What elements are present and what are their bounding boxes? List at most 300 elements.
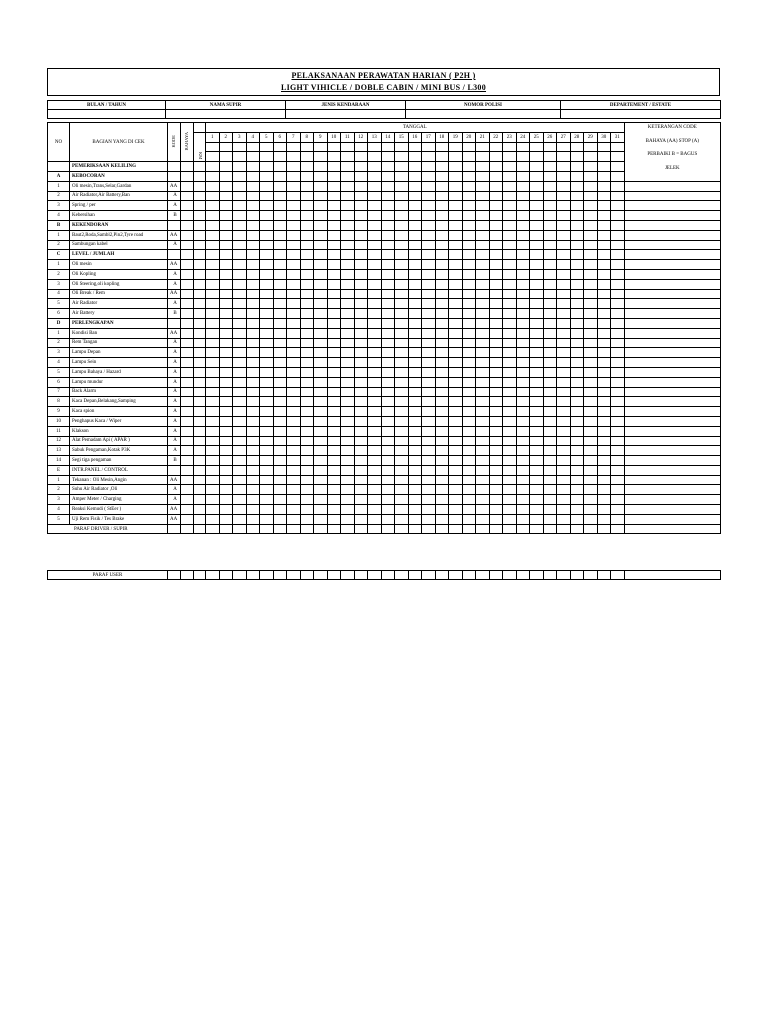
check-cell[interactable] — [246, 407, 260, 417]
check-cell[interactable] — [570, 465, 584, 475]
check-cell[interactable] — [530, 269, 544, 279]
check-cell[interactable] — [314, 328, 328, 338]
check-cell[interactable] — [435, 475, 449, 485]
check-cell[interactable] — [300, 279, 314, 289]
check-cell[interactable] — [408, 485, 422, 495]
check-cell[interactable] — [462, 250, 476, 260]
check-cell[interactable] — [233, 260, 247, 270]
check-cell[interactable] — [435, 465, 449, 475]
check-cell[interactable] — [435, 348, 449, 358]
check-cell[interactable] — [341, 436, 355, 446]
check-cell[interactable] — [368, 299, 382, 309]
check-cell[interactable] — [557, 171, 571, 181]
check-cell[interactable] — [422, 220, 436, 230]
day-cell[interactable] — [327, 142, 341, 152]
check-cell[interactable] — [408, 220, 422, 230]
day-cell[interactable] — [219, 142, 233, 152]
check-cell[interactable] — [381, 377, 395, 387]
check-cell[interactable] — [516, 260, 530, 270]
check-cell[interactable] — [530, 465, 544, 475]
check-cell[interactable] — [300, 358, 314, 368]
check-cell[interactable] — [503, 416, 517, 426]
check-cell[interactable] — [206, 191, 220, 201]
check-cell[interactable] — [314, 230, 328, 240]
check-cell[interactable] — [395, 475, 409, 485]
check-cell[interactable] — [354, 250, 368, 260]
day-cell[interactable] — [462, 142, 476, 152]
check-cell[interactable] — [543, 279, 557, 289]
check-cell[interactable] — [611, 260, 625, 270]
check-cell[interactable] — [395, 318, 409, 328]
check-cell[interactable] — [408, 348, 422, 358]
check-cell[interactable] — [503, 299, 517, 309]
check-cell[interactable] — [462, 181, 476, 191]
check-cell[interactable] — [597, 240, 611, 250]
check-cell[interactable] — [570, 397, 584, 407]
check-cell[interactable] — [422, 505, 436, 515]
check-cell[interactable] — [395, 201, 409, 211]
check-cell[interactable] — [287, 289, 301, 299]
check-cell[interactable] — [462, 328, 476, 338]
check-cell[interactable] — [368, 446, 382, 456]
check-cell[interactable] — [219, 260, 233, 270]
row-km-cell[interactable] — [194, 279, 206, 289]
check-cell[interactable] — [354, 328, 368, 338]
check-cell[interactable] — [368, 260, 382, 270]
row-km-cell[interactable] — [194, 436, 206, 446]
check-cell[interactable] — [395, 162, 409, 172]
check-cell[interactable] — [597, 211, 611, 221]
day-cell[interactable] — [354, 152, 368, 162]
check-cell[interactable] — [408, 279, 422, 289]
check-cell[interactable] — [219, 318, 233, 328]
check-cell[interactable] — [354, 309, 368, 319]
check-cell[interactable] — [233, 220, 247, 230]
check-cell[interactable] — [611, 250, 625, 260]
paraf-user-cell[interactable] — [584, 571, 598, 580]
check-cell[interactable] — [516, 358, 530, 368]
check-cell[interactable] — [570, 201, 584, 211]
check-cell[interactable] — [327, 495, 341, 505]
row-km-cell[interactable] — [194, 201, 206, 211]
paraf-user-cell[interactable] — [395, 571, 409, 580]
paraf-driver-cell[interactable] — [503, 524, 517, 534]
check-cell[interactable] — [570, 250, 584, 260]
check-cell[interactable] — [260, 475, 274, 485]
check-cell[interactable] — [206, 358, 220, 368]
check-cell[interactable] — [584, 260, 598, 270]
check-cell[interactable] — [503, 279, 517, 289]
paraf-user-cell[interactable] — [435, 571, 449, 580]
paraf-user-cell[interactable] — [354, 571, 368, 580]
check-cell[interactable] — [314, 495, 328, 505]
check-cell[interactable] — [570, 416, 584, 426]
check-cell[interactable] — [246, 162, 260, 172]
check-cell[interactable] — [516, 377, 530, 387]
check-cell[interactable] — [584, 475, 598, 485]
check-cell[interactable] — [341, 514, 355, 524]
check-cell[interactable] — [354, 220, 368, 230]
day-cell[interactable] — [557, 152, 571, 162]
check-cell[interactable] — [314, 387, 328, 397]
check-cell[interactable] — [597, 426, 611, 436]
check-cell[interactable] — [543, 358, 557, 368]
check-cell[interactable] — [368, 358, 382, 368]
row-remark-cell[interactable] — [624, 505, 721, 515]
day-cell[interactable] — [368, 152, 382, 162]
paraf-driver-cell[interactable] — [368, 524, 382, 534]
check-cell[interactable] — [219, 367, 233, 377]
check-cell[interactable] — [246, 240, 260, 250]
check-cell[interactable] — [449, 485, 463, 495]
check-cell[interactable] — [341, 407, 355, 417]
check-cell[interactable] — [489, 514, 503, 524]
check-cell[interactable] — [584, 436, 598, 446]
check-cell[interactable] — [381, 318, 395, 328]
check-cell[interactable] — [341, 181, 355, 191]
check-cell[interactable] — [219, 456, 233, 466]
check-cell[interactable] — [462, 279, 476, 289]
check-cell[interactable] — [503, 456, 517, 466]
check-cell[interactable] — [503, 240, 517, 250]
check-cell[interactable] — [422, 348, 436, 358]
check-cell[interactable] — [219, 348, 233, 358]
paraf-driver-cell[interactable] — [597, 524, 611, 534]
check-cell[interactable] — [368, 436, 382, 446]
check-cell[interactable] — [287, 475, 301, 485]
check-cell[interactable] — [516, 465, 530, 475]
check-cell[interactable] — [206, 211, 220, 221]
check-cell[interactable] — [530, 318, 544, 328]
check-cell[interactable] — [246, 230, 260, 240]
check-cell[interactable] — [314, 162, 328, 172]
check-cell[interactable] — [381, 240, 395, 250]
check-cell[interactable] — [449, 211, 463, 221]
check-cell[interactable] — [516, 367, 530, 377]
check-cell[interactable] — [381, 220, 395, 230]
check-cell[interactable] — [273, 289, 287, 299]
check-cell[interactable] — [530, 436, 544, 446]
check-cell[interactable] — [557, 407, 571, 417]
check-cell[interactable] — [260, 171, 274, 181]
check-cell[interactable] — [462, 171, 476, 181]
check-cell[interactable] — [516, 299, 530, 309]
check-cell[interactable] — [408, 269, 422, 279]
check-cell[interactable] — [476, 220, 490, 230]
day-cell[interactable] — [327, 152, 341, 162]
day-cell[interactable] — [314, 152, 328, 162]
check-cell[interactable] — [422, 269, 436, 279]
paraf-user-cell[interactable] — [611, 571, 625, 580]
row-km-cell[interactable] — [194, 230, 206, 240]
check-cell[interactable] — [597, 201, 611, 211]
day-cell[interactable] — [395, 152, 409, 162]
check-cell[interactable] — [300, 397, 314, 407]
check-cell[interactable] — [503, 505, 517, 515]
check-cell[interactable] — [273, 446, 287, 456]
check-cell[interactable] — [597, 367, 611, 377]
check-cell[interactable] — [300, 505, 314, 515]
day-cell[interactable] — [449, 152, 463, 162]
paraf-driver-cell[interactable] — [611, 524, 625, 534]
check-cell[interactable] — [503, 475, 517, 485]
check-cell[interactable] — [219, 201, 233, 211]
check-cell[interactable] — [530, 171, 544, 181]
check-cell[interactable] — [543, 201, 557, 211]
row-km-cell[interactable] — [194, 348, 206, 358]
day-cell[interactable] — [408, 142, 422, 152]
row-km-cell[interactable] — [194, 377, 206, 387]
check-cell[interactable] — [341, 397, 355, 407]
check-cell[interactable] — [489, 446, 503, 456]
check-cell[interactable] — [503, 318, 517, 328]
check-cell[interactable] — [435, 318, 449, 328]
check-cell[interactable] — [530, 456, 544, 466]
check-cell[interactable] — [381, 505, 395, 515]
paraf-user-cell[interactable] — [287, 571, 301, 580]
check-cell[interactable] — [341, 201, 355, 211]
check-cell[interactable] — [260, 416, 274, 426]
check-cell[interactable] — [557, 465, 571, 475]
check-cell[interactable] — [489, 348, 503, 358]
check-cell[interactable] — [327, 162, 341, 172]
check-cell[interactable] — [476, 240, 490, 250]
check-cell[interactable] — [381, 279, 395, 289]
check-cell[interactable] — [543, 191, 557, 201]
check-cell[interactable] — [395, 387, 409, 397]
check-cell[interactable] — [462, 240, 476, 250]
check-cell[interactable] — [530, 446, 544, 456]
check-cell[interactable] — [503, 211, 517, 221]
check-cell[interactable] — [300, 162, 314, 172]
check-cell[interactable] — [273, 220, 287, 230]
check-cell[interactable] — [408, 171, 422, 181]
check-cell[interactable] — [408, 358, 422, 368]
check-cell[interactable] — [368, 426, 382, 436]
check-cell[interactable] — [489, 485, 503, 495]
row-km-cell[interactable] — [194, 240, 206, 250]
row-km-cell[interactable] — [194, 514, 206, 524]
check-cell[interactable] — [530, 181, 544, 191]
day-cell[interactable] — [557, 142, 571, 152]
check-cell[interactable] — [327, 505, 341, 515]
check-cell[interactable] — [219, 338, 233, 348]
check-cell[interactable] — [300, 230, 314, 240]
check-cell[interactable] — [260, 377, 274, 387]
day-cell[interactable] — [287, 142, 301, 152]
check-cell[interactable] — [476, 230, 490, 240]
check-cell[interactable] — [260, 348, 274, 358]
check-cell[interactable] — [327, 289, 341, 299]
check-cell[interactable] — [584, 162, 598, 172]
check-cell[interactable] — [516, 426, 530, 436]
check-cell[interactable] — [476, 328, 490, 338]
check-cell[interactable] — [206, 240, 220, 250]
check-cell[interactable] — [219, 181, 233, 191]
day-cell[interactable] — [530, 152, 544, 162]
check-cell[interactable] — [422, 201, 436, 211]
check-cell[interactable] — [314, 514, 328, 524]
check-cell[interactable] — [233, 456, 247, 466]
check-cell[interactable] — [246, 436, 260, 446]
check-cell[interactable] — [233, 289, 247, 299]
check-cell[interactable] — [516, 318, 530, 328]
check-cell[interactable] — [273, 514, 287, 524]
check-cell[interactable] — [435, 220, 449, 230]
check-cell[interactable] — [206, 456, 220, 466]
check-cell[interactable] — [368, 514, 382, 524]
day-cell[interactable] — [503, 142, 517, 152]
check-cell[interactable] — [300, 426, 314, 436]
check-cell[interactable] — [516, 456, 530, 466]
check-cell[interactable] — [476, 211, 490, 221]
check-cell[interactable] — [516, 230, 530, 240]
check-cell[interactable] — [570, 495, 584, 505]
check-cell[interactable] — [408, 475, 422, 485]
check-cell[interactable] — [476, 387, 490, 397]
check-cell[interactable] — [300, 181, 314, 191]
check-cell[interactable] — [408, 162, 422, 172]
row-remark-cell[interactable] — [624, 309, 721, 319]
check-cell[interactable] — [260, 338, 274, 348]
check-cell[interactable] — [597, 250, 611, 260]
check-cell[interactable] — [206, 397, 220, 407]
check-cell[interactable] — [300, 250, 314, 260]
check-cell[interactable] — [381, 289, 395, 299]
day-cell[interactable] — [516, 152, 530, 162]
check-cell[interactable] — [516, 171, 530, 181]
check-cell[interactable] — [462, 269, 476, 279]
check-cell[interactable] — [314, 436, 328, 446]
check-cell[interactable] — [206, 377, 220, 387]
day-cell[interactable] — [341, 152, 355, 162]
day-cell[interactable] — [233, 152, 247, 162]
check-cell[interactable] — [557, 181, 571, 191]
check-cell[interactable] — [476, 289, 490, 299]
check-cell[interactable] — [435, 260, 449, 270]
check-cell[interactable] — [327, 250, 341, 260]
check-cell[interactable] — [287, 309, 301, 319]
check-cell[interactable] — [246, 309, 260, 319]
check-cell[interactable] — [435, 250, 449, 260]
check-cell[interactable] — [543, 446, 557, 456]
row-remark-cell[interactable] — [624, 348, 721, 358]
check-cell[interactable] — [219, 250, 233, 260]
check-cell[interactable] — [395, 367, 409, 377]
check-cell[interactable] — [557, 475, 571, 485]
check-cell[interactable] — [543, 162, 557, 172]
check-cell[interactable] — [381, 348, 395, 358]
check-cell[interactable] — [611, 377, 625, 387]
check-cell[interactable] — [584, 426, 598, 436]
check-cell[interactable] — [354, 211, 368, 221]
check-cell[interactable] — [543, 181, 557, 191]
check-cell[interactable] — [489, 191, 503, 201]
check-cell[interactable] — [516, 309, 530, 319]
check-cell[interactable] — [543, 299, 557, 309]
check-cell[interactable] — [611, 397, 625, 407]
check-cell[interactable] — [206, 269, 220, 279]
check-cell[interactable] — [530, 279, 544, 289]
check-cell[interactable] — [408, 387, 422, 397]
check-cell[interactable] — [341, 475, 355, 485]
row-km-cell[interactable] — [194, 475, 206, 485]
check-cell[interactable] — [543, 514, 557, 524]
day-cell[interactable] — [300, 142, 314, 152]
check-cell[interactable] — [260, 495, 274, 505]
check-cell[interactable] — [462, 505, 476, 515]
check-cell[interactable] — [273, 240, 287, 250]
check-cell[interactable] — [557, 377, 571, 387]
check-cell[interactable] — [422, 465, 436, 475]
row-km-cell[interactable] — [194, 269, 206, 279]
check-cell[interactable] — [341, 289, 355, 299]
paraf-driver-cell[interactable] — [530, 524, 544, 534]
check-cell[interactable] — [557, 201, 571, 211]
check-cell[interactable] — [408, 289, 422, 299]
check-cell[interactable] — [395, 338, 409, 348]
check-cell[interactable] — [422, 279, 436, 289]
check-cell[interactable] — [314, 201, 328, 211]
check-cell[interactable] — [597, 505, 611, 515]
check-cell[interactable] — [354, 436, 368, 446]
check-cell[interactable] — [503, 465, 517, 475]
check-cell[interactable] — [435, 358, 449, 368]
check-cell[interactable] — [354, 465, 368, 475]
check-cell[interactable] — [246, 318, 260, 328]
check-cell[interactable] — [462, 230, 476, 240]
check-cell[interactable] — [206, 260, 220, 270]
row-km-cell[interactable] — [194, 309, 206, 319]
check-cell[interactable] — [584, 416, 598, 426]
check-cell[interactable] — [530, 309, 544, 319]
check-cell[interactable] — [489, 358, 503, 368]
check-cell[interactable] — [206, 475, 220, 485]
check-cell[interactable] — [557, 220, 571, 230]
check-cell[interactable] — [246, 250, 260, 260]
check-cell[interactable] — [395, 358, 409, 368]
check-cell[interactable] — [530, 201, 544, 211]
check-cell[interactable] — [300, 348, 314, 358]
check-cell[interactable] — [435, 397, 449, 407]
check-cell[interactable] — [233, 416, 247, 426]
check-cell[interactable] — [570, 377, 584, 387]
check-cell[interactable] — [543, 465, 557, 475]
check-cell[interactable] — [381, 446, 395, 456]
check-cell[interactable] — [597, 446, 611, 456]
check-cell[interactable] — [611, 505, 625, 515]
check-cell[interactable] — [435, 446, 449, 456]
check-cell[interactable] — [219, 475, 233, 485]
check-cell[interactable] — [381, 358, 395, 368]
paraf-driver-cell[interactable] — [233, 524, 247, 534]
check-cell[interactable] — [449, 456, 463, 466]
check-cell[interactable] — [368, 348, 382, 358]
check-cell[interactable] — [381, 456, 395, 466]
check-cell[interactable] — [287, 338, 301, 348]
check-cell[interactable] — [557, 162, 571, 172]
check-cell[interactable] — [300, 514, 314, 524]
check-cell[interactable] — [557, 211, 571, 221]
paraf-driver-cell[interactable] — [516, 524, 530, 534]
paraf-driver-cell[interactable] — [408, 524, 422, 534]
day-cell[interactable] — [246, 142, 260, 152]
check-cell[interactable] — [246, 475, 260, 485]
check-cell[interactable] — [476, 436, 490, 446]
check-cell[interactable] — [476, 426, 490, 436]
check-cell[interactable] — [246, 260, 260, 270]
check-cell[interactable] — [435, 299, 449, 309]
